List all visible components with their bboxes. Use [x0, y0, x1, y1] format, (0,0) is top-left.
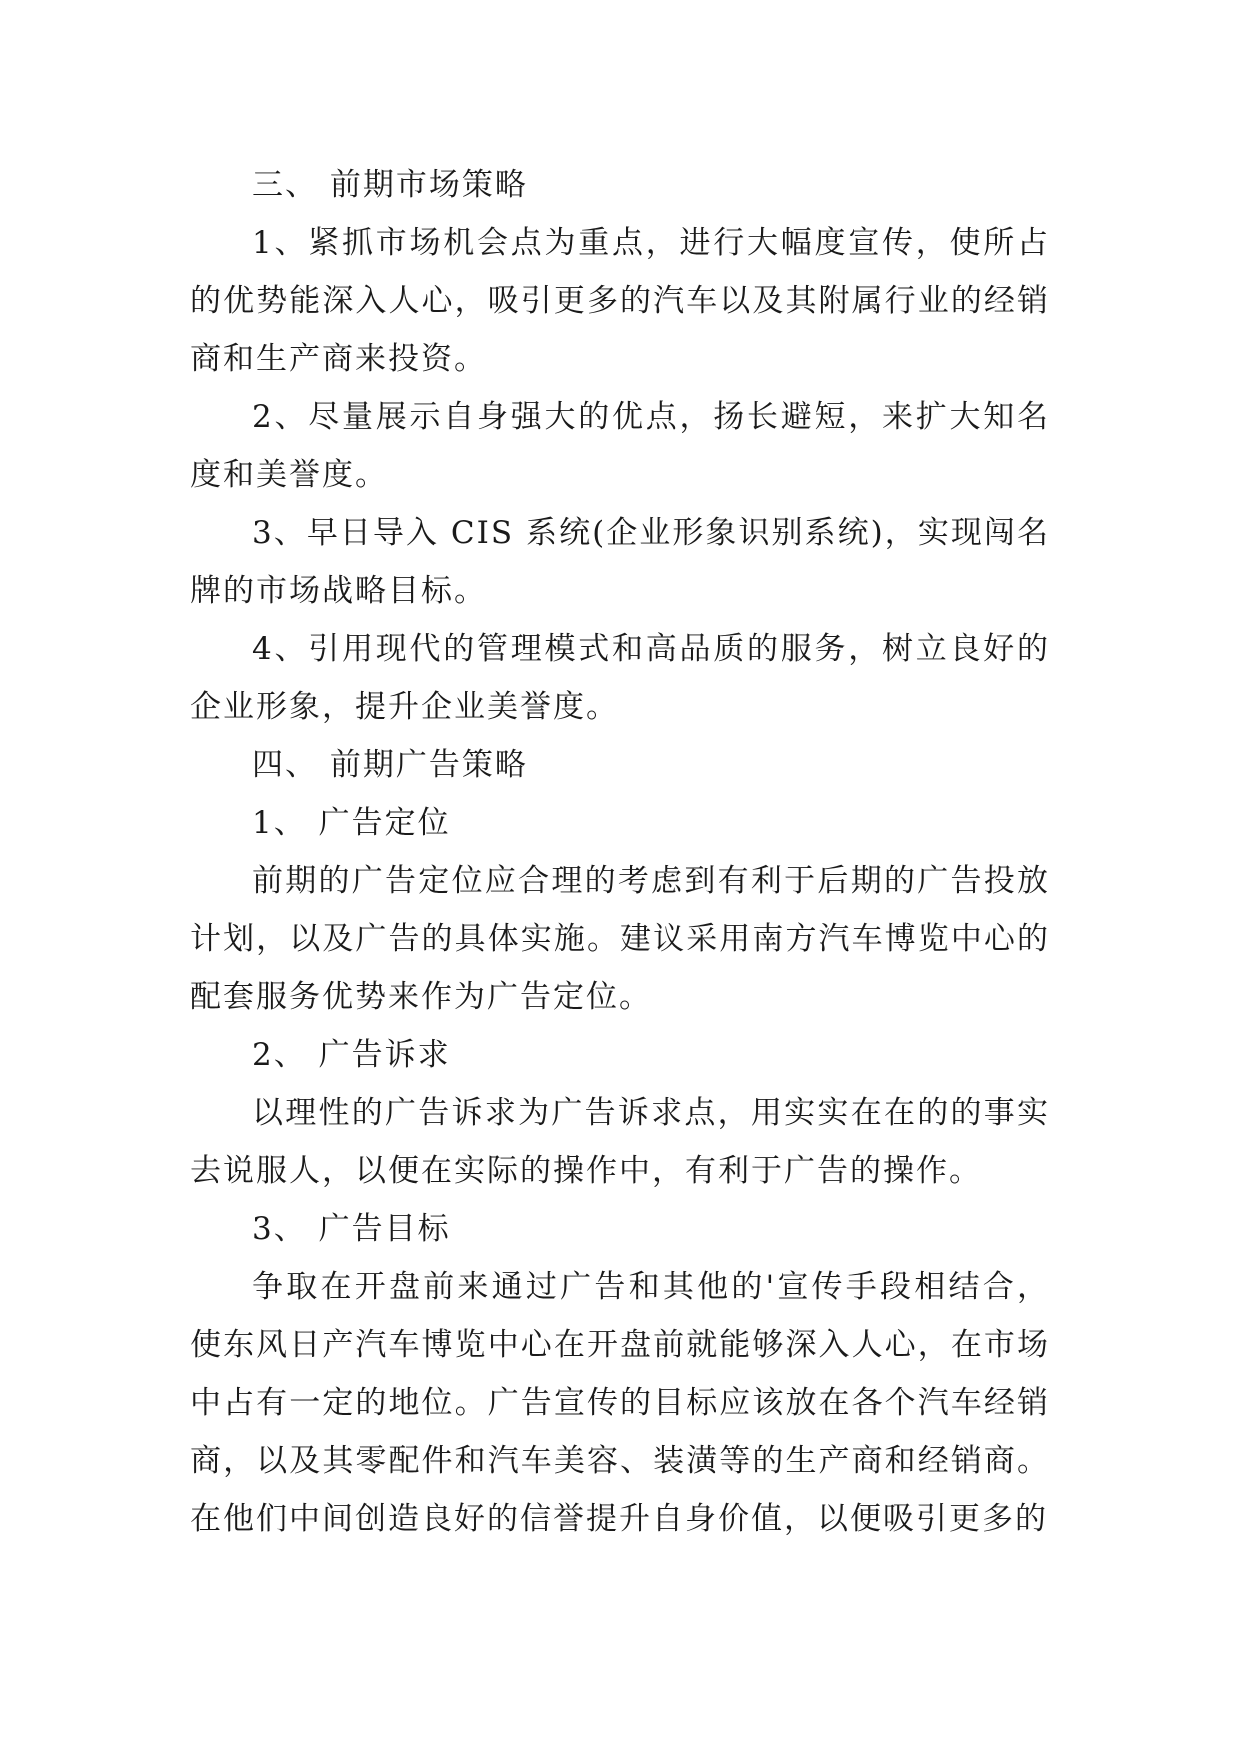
- subheading-ad-appeal: 2、 广告诉求: [252, 1037, 451, 1073]
- paragraph-market-point-4: 4、引用现代的管理模式和高品质的服务，树立良好的企业形象，提升企业美誉度。: [190, 631, 1050, 725]
- subheading-ad-goal: 3、 广告目标: [252, 1211, 451, 1247]
- paragraph-market-point-2: 2、尽量展示自身强大的优点，扬长避短，来扩大知名度和美誉度。: [190, 399, 1050, 493]
- paragraph-market-point-3: 3、早日导入 CIS 系统(企业形象识别系统)，实现闯名牌的市场战略目标。: [190, 515, 1050, 609]
- paragraph-market-point-1: 1、紧抓市场机会点为重点，进行大幅度宣传，使所占的优势能深入人心，吸引更多的汽车以及其附属行业的经销商和生产商来投资。: [190, 225, 1050, 377]
- paragraph-ad-appeal: 以理性的广告诉求为广告诉求点，用实实在在的的事实去说服人，以便在实际的操作中，有利于广告的操作。: [190, 1095, 1050, 1189]
- section-heading-ad-strategy: 四、 前期广告策略: [252, 747, 528, 783]
- document-body: [190, 156, 1050, 1548]
- paragraph-ad-goal: 争取在开盘前来通过广告和其他的'宣传手段相结合，使东风日产汽车博览中心在开盘前就能够深入人心，在市场中占有一定的地位。广告宣传的目标应该放在各个汽车经销商，以及其零配件和汽车美容、装潢等的生产商和经销商。在他们中间创造良好的信誉提升自身价值，以便吸引更多的: [190, 1269, 1050, 1537]
- section-heading-market-strategy: 三、 前期市场策略: [252, 167, 528, 203]
- paragraph-ad-positioning: 前期的广告定位应合理的考虑到有利于后期的广告投放计划，以及广告的具体实施。建议采用南方汽车博览中心的配套服务优势来作为广告定位。: [190, 863, 1050, 1015]
- subheading-ad-positioning: 1、 广告定位: [252, 805, 451, 841]
